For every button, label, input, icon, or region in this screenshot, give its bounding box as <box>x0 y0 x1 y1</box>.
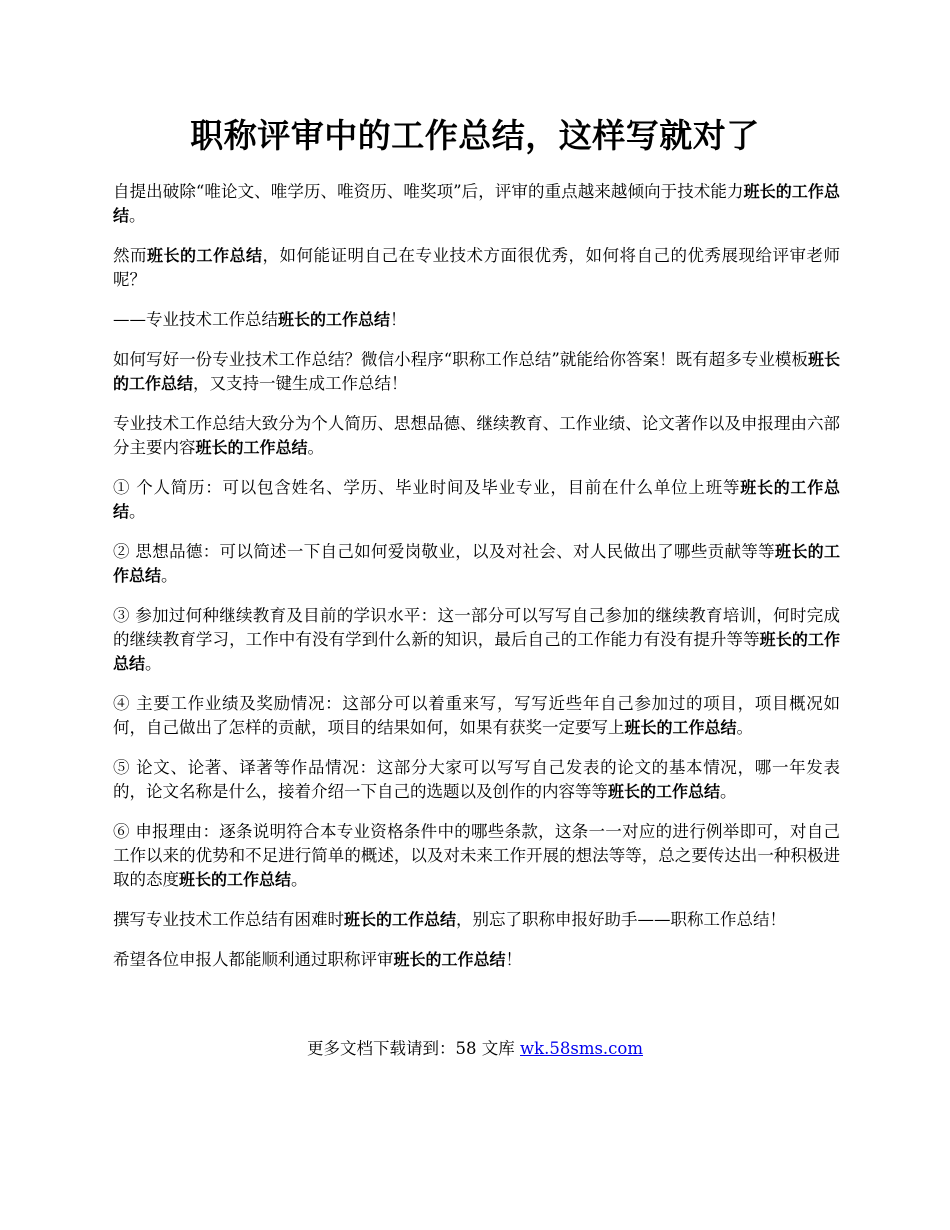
paragraph-text: ④ 主要工作业绩及奖励情况：这部分可以着重来写，写写近些年自己参加过的项目，项目概况如何，自己做出了怎样的贡献，项目的结果如何，如果有获奖一定要写上 <box>113 694 840 737</box>
keyword-bold: 班长的工作总结 <box>393 950 506 969</box>
paragraph-text: ⑤ 论文、论著、译著等作品情况：这部分大家可以写写自己发表的论文的基本情况，哪一年发表的，论文名称是什么，接着介绍一下自己的选题以及创作的内容等等 <box>113 758 840 801</box>
keyword-bold: 班长的工作总结 <box>113 478 840 521</box>
keyword-bold: 班长的工作总结 <box>113 350 840 393</box>
paragraph-text: 。 <box>307 438 325 457</box>
document-body <box>113 180 840 988</box>
paragraph-text: ② 思想品德：可以简述一下自己如何爱岗敬业，以及对社会、对人民做出了哪些贡献等等 <box>113 542 775 561</box>
paragraph-10 <box>113 756 840 804</box>
paragraph-text: 。 <box>129 502 146 521</box>
paragraph-text: 然而 <box>113 246 147 265</box>
paragraph-text: 如何写好一份专业技术工作总结？微信小程序“职称工作总结”就能给你答案！既有超多专业模板 <box>113 350 808 369</box>
paragraph-text: ，别忘了职称申报好助手——职称工作总结！ <box>456 910 787 929</box>
document-title: 职称评审中的工作总结，这样写就对了 <box>190 116 760 155</box>
paragraph-5 <box>113 412 840 460</box>
paragraph-8 <box>113 604 840 676</box>
paragraph-text: 专业技术工作总结大致分为个人简历、思想品德、继续教育、工作业绩、论文著作以及申报理由六部分主要内容 <box>113 414 840 457</box>
document-footer <box>0 1037 950 1061</box>
keyword-bold: 班长的工作总结 <box>113 630 840 673</box>
paragraph-text: 。 <box>720 782 737 801</box>
paragraph-text: 撰写专业技术工作总结有困难时 <box>113 910 344 929</box>
paragraph-6 <box>113 476 840 524</box>
paragraph-text: 。 <box>145 654 162 673</box>
paragraph-13 <box>113 948 840 972</box>
paragraph-text: ——专业技术工作总结 <box>113 310 278 329</box>
keyword-bold: 班长的工作总结 <box>147 246 263 265</box>
keyword-bold: 班长的工作总结 <box>344 910 457 929</box>
paragraph-2 <box>113 244 840 292</box>
keyword-bold: 班长的工作总结 <box>608 782 721 801</box>
paragraph-text: ⑥ 申报理由：逐条说明符合本专业资格条件中的哪些条款，这条一一对应的进行例举即可，对自己工作以来的优势和不足进行简单的概述，以及对未来工作开展的想法等等，总之要传达出一种积极进取的态度 <box>113 822 840 889</box>
footer-link[interactable]: wk.58sms.com <box>519 1039 643 1058</box>
footer-text: 更多文档下载请到：58 文库 <box>306 1039 520 1058</box>
paragraph-1 <box>113 180 840 228</box>
paragraph-text: ，又支持一键生成工作总结！ <box>193 374 408 393</box>
keyword-bold: 班长的工作总结 <box>113 542 840 585</box>
paragraph-4 <box>113 348 840 396</box>
paragraph-text: ③ 参加过何种继续教育及目前的学识水平：这一部分可以写写自己参加的继续教育培训，何时完成的继续教育学习，工作中有没有学到什么新的知识，最后自己的工作能力有没有提升等等 <box>113 606 840 649</box>
paragraph-12 <box>113 908 840 932</box>
paragraph-9 <box>113 692 840 740</box>
keyword-bold: 班长的工作总结 <box>624 718 737 737</box>
paragraph-text: 。 <box>736 718 754 737</box>
paragraph-3 <box>113 308 840 332</box>
paragraph-text: 。 <box>161 566 178 585</box>
paragraph-text: ！ <box>505 950 523 969</box>
paragraph-text: 自提出破除“唯论文、唯学历、唯资历、唯奖项”后，评审的重点越来越倾向于技术能力 <box>113 182 744 201</box>
paragraph-text: ，如何能证明自己在专业技术方面很优秀，如何将自己的优秀展现给评审老师呢？ <box>113 246 840 289</box>
keyword-bold: 班长的工作总结 <box>195 438 308 457</box>
keyword-bold: 班长的工作总结 <box>179 870 292 889</box>
paragraph-7 <box>113 540 840 588</box>
paragraph-text: ① 个人简历：可以包含姓名、学历、毕业时间及毕业专业，目前在什么单位上班等 <box>113 478 741 497</box>
paragraph-text: 希望各位申报人都能顺利通过职称评审 <box>113 950 394 969</box>
paragraph-text: ！ <box>390 310 407 329</box>
keyword-bold: 班长的工作总结 <box>278 310 391 329</box>
keyword-bold: 班长的工作总结 <box>113 182 840 225</box>
paragraph-11 <box>113 820 840 892</box>
paragraph-text: 。 <box>291 870 308 889</box>
paragraph-text: 。 <box>129 206 146 225</box>
